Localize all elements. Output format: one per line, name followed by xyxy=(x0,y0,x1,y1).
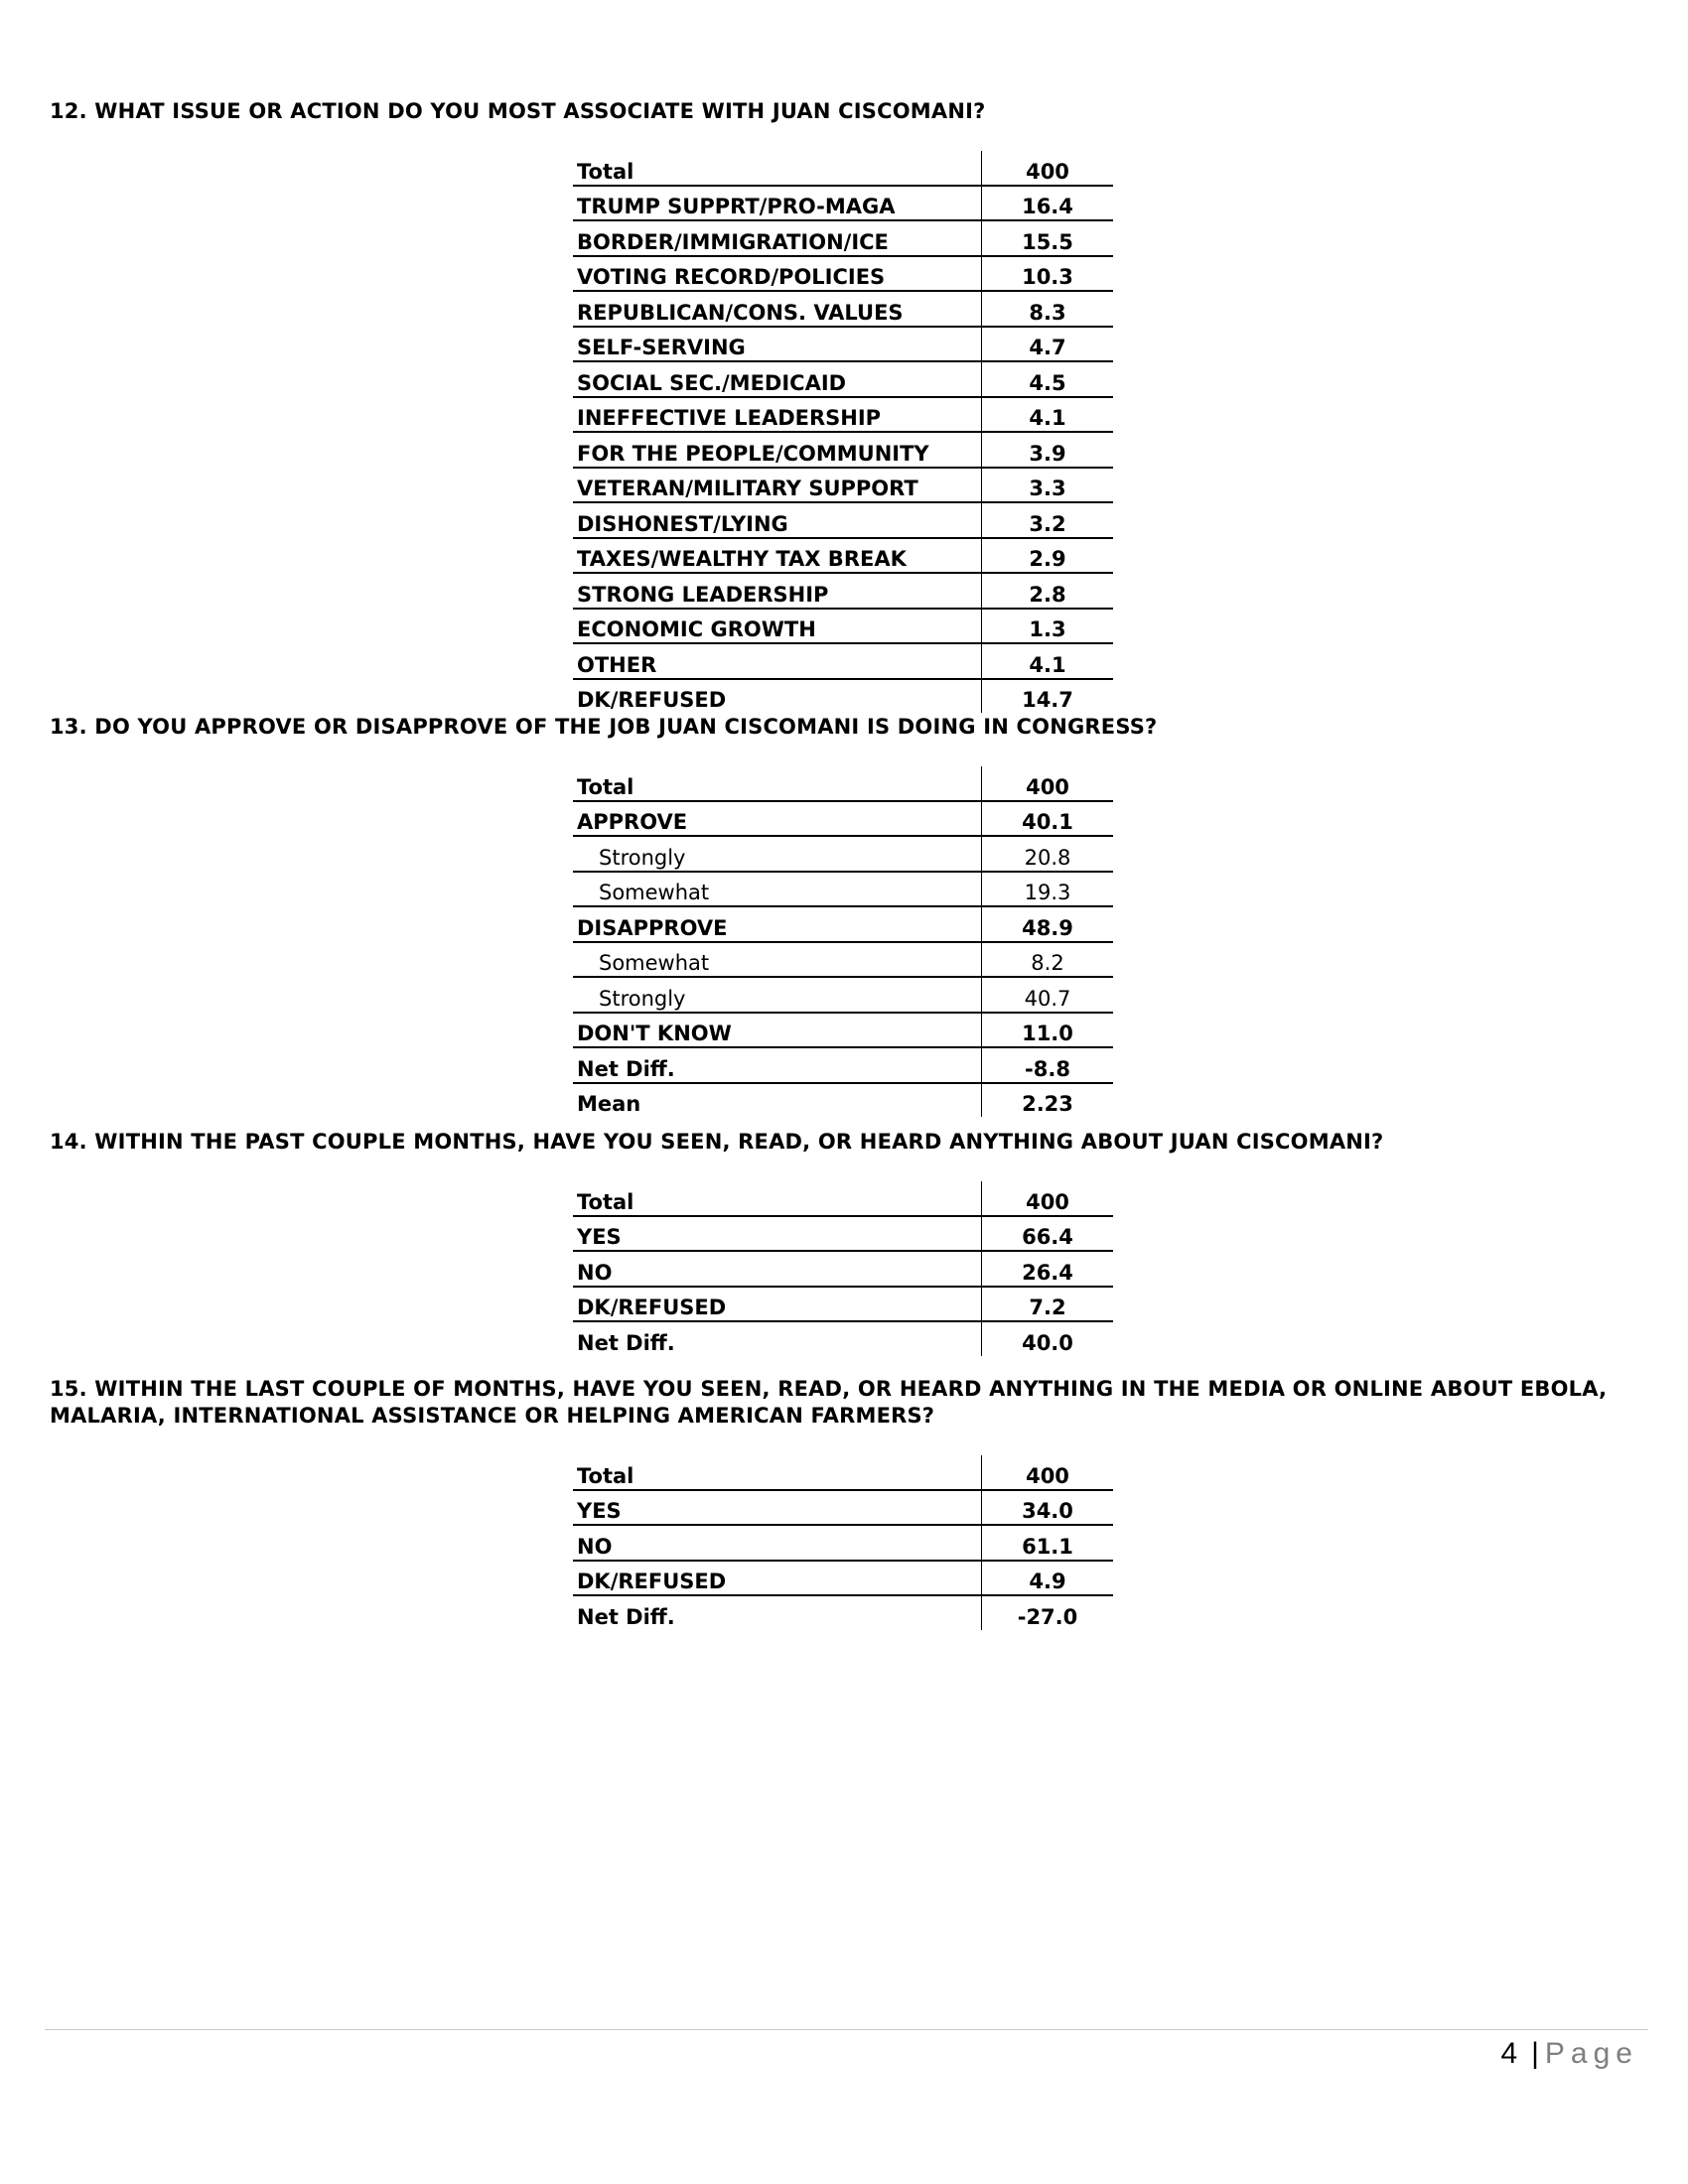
question-12-title: 12. WHAT ISSUE OR ACTION DO YOU MOST ASSOCIATE WITH JUAN CISCOMANI? xyxy=(50,99,986,123)
row-value: 4.5 xyxy=(982,361,1114,397)
page-word: Page xyxy=(1544,2037,1638,2070)
table-row xyxy=(573,977,1113,1013)
table-row xyxy=(573,679,1113,714)
footer-divider xyxy=(45,2029,1648,2030)
row-value: 3.3 xyxy=(982,468,1114,503)
table-row xyxy=(573,1083,1113,1118)
table-row xyxy=(573,766,1113,801)
page-footer xyxy=(1500,2037,1638,2071)
row-value: 48.9 xyxy=(982,906,1114,942)
row-label: YES xyxy=(573,1216,982,1252)
question-12-table xyxy=(573,151,1113,713)
row-label: NO xyxy=(573,1251,982,1287)
question-15-table xyxy=(573,1455,1113,1630)
row-label: FOR THE PEOPLE/COMMUNITY xyxy=(573,432,982,468)
table-row xyxy=(573,151,1113,186)
row-value: 2.8 xyxy=(982,573,1114,609)
table-row xyxy=(573,502,1113,538)
row-value: 2.23 xyxy=(982,1083,1114,1118)
row-value: -27.0 xyxy=(982,1595,1114,1630)
row-label: DISHONEST/LYING xyxy=(573,502,982,538)
row-value: 20.8 xyxy=(982,836,1114,872)
table-row xyxy=(573,468,1113,503)
row-label: Strongly xyxy=(573,836,982,872)
question-13-title: 13. DO YOU APPROVE OR DISAPPROVE OF THE JOB JUAN CISCOMANI IS DOING IN CONGRESS? xyxy=(50,715,1158,739)
row-label: Strongly xyxy=(573,977,982,1013)
row-label: ECONOMIC GROWTH xyxy=(573,609,982,644)
table-row xyxy=(573,872,1113,907)
row-label: DISAPPROVE xyxy=(573,906,982,942)
row-label: Total xyxy=(573,151,982,186)
table-row xyxy=(573,1455,1113,1490)
row-label: Net Diff. xyxy=(577,1604,675,1629)
row-label: APPROVE xyxy=(573,801,982,837)
question-14-title: 14. WITHIN THE PAST COUPLE MONTHS, HAVE YOU SEEN, READ, OR HEARD ANYTHING ABOUT JUAN CISCOMANI? xyxy=(50,1130,1384,1154)
row-value: -8.8 xyxy=(982,1047,1114,1083)
row-label: TAXES/WEALTHY TAX BREAK xyxy=(573,538,982,574)
footer-separator: | xyxy=(1531,2037,1539,2070)
table-row xyxy=(573,836,1113,872)
table-row xyxy=(573,1490,1113,1526)
row-label: Total xyxy=(573,1455,982,1490)
table-row xyxy=(573,1251,1113,1287)
row-value: 8.2 xyxy=(982,942,1114,978)
question-13-table xyxy=(573,766,1113,1117)
row-value: 2.9 xyxy=(982,538,1114,574)
row-value: 16.4 xyxy=(982,186,1114,221)
row-label: DK/REFUSED xyxy=(577,688,727,712)
table-row xyxy=(573,573,1113,609)
row-label: STRONG LEADERSHIP xyxy=(573,573,982,609)
table-row xyxy=(573,256,1113,292)
row-value: 40.1 xyxy=(982,801,1114,837)
row-value: 3.9 xyxy=(982,432,1114,468)
row-label: SELF-SERVING xyxy=(573,327,982,362)
row-value: 4.7 xyxy=(982,327,1114,362)
row-value: 400 xyxy=(982,1455,1114,1490)
row-value: 400 xyxy=(982,766,1114,801)
table-row xyxy=(573,538,1113,574)
row-label: REPUBLICAN/CONS. VALUES xyxy=(573,291,982,327)
table-row xyxy=(573,643,1113,679)
row-label: DK/REFUSED xyxy=(573,1287,982,1322)
row-value: 19.3 xyxy=(982,872,1114,907)
row-value: 26.4 xyxy=(982,1251,1114,1287)
table-row xyxy=(573,1047,1113,1083)
row-label: Total xyxy=(573,766,982,801)
table-row xyxy=(573,220,1113,256)
row-value: 4.1 xyxy=(982,397,1114,433)
row-label: YES xyxy=(573,1490,982,1526)
row-label: Somewhat xyxy=(573,942,982,978)
table-row xyxy=(573,906,1113,942)
row-label: Net Diff. xyxy=(577,1330,675,1355)
table-row xyxy=(573,1287,1113,1322)
table-row xyxy=(573,432,1113,468)
row-value: 10.3 xyxy=(982,256,1114,292)
row-label: VETERAN/MILITARY SUPPORT xyxy=(573,468,982,503)
table-row xyxy=(573,1181,1113,1216)
table-row xyxy=(573,1216,1113,1252)
table-row xyxy=(573,942,1113,978)
row-label: NO xyxy=(573,1525,982,1561)
row-label: Somewhat xyxy=(573,872,982,907)
question-14-table xyxy=(573,1181,1113,1356)
row-value: 11.0 xyxy=(982,1013,1114,1048)
row-value: 1.3 xyxy=(982,609,1114,644)
table-row xyxy=(573,361,1113,397)
row-value: 4.9 xyxy=(982,1561,1114,1596)
table-row xyxy=(573,1525,1113,1561)
row-value: 400 xyxy=(982,151,1114,186)
table-row xyxy=(573,1595,1113,1630)
row-label: SOCIAL SEC./MEDICAID xyxy=(573,361,982,397)
table-row xyxy=(573,1561,1113,1596)
table-row xyxy=(573,186,1113,221)
row-label: BORDER/IMMIGRATION/ICE xyxy=(573,220,982,256)
table-row xyxy=(573,397,1113,433)
row-value: 66.4 xyxy=(982,1216,1114,1252)
row-value: 15.5 xyxy=(982,220,1114,256)
row-value: 40.7 xyxy=(982,977,1114,1013)
row-value: 4.1 xyxy=(982,643,1114,679)
row-label: OTHER xyxy=(573,643,982,679)
row-value: 8.3 xyxy=(982,291,1114,327)
row-value: 3.2 xyxy=(982,502,1114,538)
row-label: DON'T KNOW xyxy=(573,1013,982,1048)
table-row xyxy=(573,291,1113,327)
row-value: 400 xyxy=(982,1181,1114,1216)
row-label: DK/REFUSED xyxy=(573,1561,982,1596)
row-label: TRUMP SUPPRT/PRO-MAGA xyxy=(573,186,982,221)
row-value: 61.1 xyxy=(982,1525,1114,1561)
row-value: 14.7 xyxy=(982,679,1114,714)
table-row xyxy=(573,1321,1113,1356)
row-label: Mean xyxy=(577,1092,641,1116)
page-number: 4 xyxy=(1500,2037,1518,2070)
table-row xyxy=(573,327,1113,362)
row-value: 7.2 xyxy=(982,1287,1114,1322)
question-15-title: 15. WITHIN THE LAST COUPLE OF MONTHS, HAVE YOU SEEN, READ, OR HEARD ANYTHING IN THE MEDIA OR ONLINE ABOUT EBOLA, MALARIA, INTERNATIONAL ASSISTANCE OR HELPING AMERICAN FARMERS? xyxy=(50,1377,1608,1428)
table-row xyxy=(573,1013,1113,1048)
row-label: INEFFECTIVE LEADERSHIP xyxy=(573,397,982,433)
row-label: Net Diff. xyxy=(573,1047,982,1083)
row-value: 34.0 xyxy=(982,1490,1114,1526)
row-label: Total xyxy=(573,1181,982,1216)
table-row xyxy=(573,609,1113,644)
row-label: VOTING RECORD/POLICIES xyxy=(573,256,982,292)
row-value: 40.0 xyxy=(982,1321,1114,1356)
table-row xyxy=(573,801,1113,837)
